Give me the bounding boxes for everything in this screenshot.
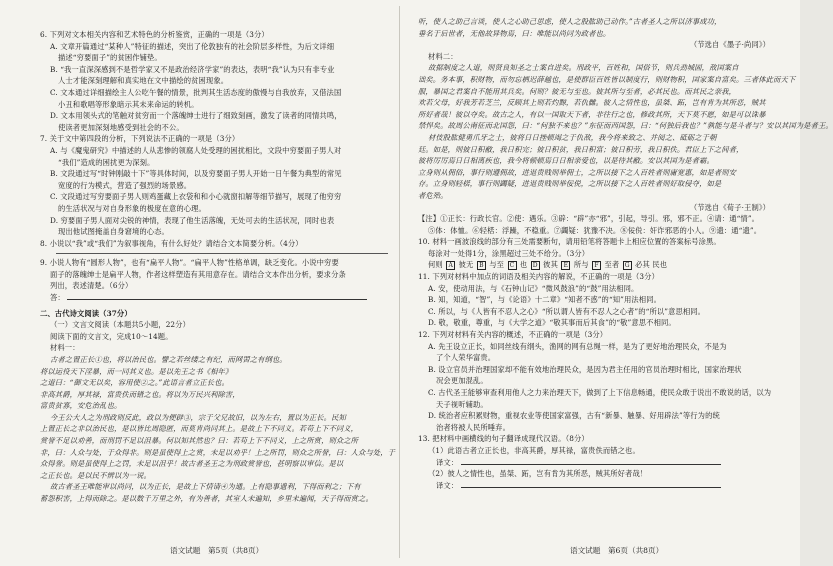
answer-label: 答： <box>50 292 65 302</box>
option-b: B. 设立官员并治理国家却不能有效地治理民众，是因为君主任用的官员治理时相比，国家治理状 <box>428 364 742 374</box>
question-stem: 7. 关于文中第四段的分析，下列说法不正确的一项是（3分） <box>40 134 240 144</box>
answer-blank[interactable] <box>67 292 367 300</box>
material-1-continued <box>418 16 770 39</box>
material-2-paragraph-2 <box>418 132 770 202</box>
passage-line: 服，暴国之君案自不能用其兵矣。何则？彼无与至也。彼其所与至者，必其民也。而其民之亲我， <box>418 86 737 96</box>
option-a: A. 与《魔鬼研究》中描述的人从悲惨的领腐人处受理的困扰相比，文段中穷要面子男人对 <box>50 145 342 155</box>
translation-blank-1[interactable] <box>461 457 721 465</box>
question-stem: 13. 把材料中画横线的句子翻译成现代汉语。（8分） <box>418 434 589 444</box>
translation-blank-2[interactable] <box>461 480 721 488</box>
passage-line: 诎矣。务本事，积财物，而勿忘栖迟薛越也，是使群臣百姓皆以制度行，则财物积，国家案自富矣。三者体此而天下 <box>418 74 796 84</box>
material-1-label: 材料一： <box>50 343 80 353</box>
option-b: B. 知，知道，“智”，与《论语》十二章》“知者不惑”的“知”用法相同。 <box>428 295 661 305</box>
answer-line[interactable] <box>56 253 388 254</box>
passage-line: 非高其爵，厚其禄，富贵佚而错之也。将以为万民兴利除害， <box>40 389 240 399</box>
answer-row <box>40 292 388 304</box>
passage-line: 听，使人之助己言谈，使人之心助己思虑，使人之股肱助己动作。”古者圣人之所以济事成功， <box>418 17 722 26</box>
break-choice-a[interactable]: A <box>446 261 455 270</box>
passage-line: 故古者圣王唯能审以尚同，以为正长，是故上下情请④为通。上有隐事遗利，下得而利之；下有 <box>50 482 361 492</box>
segment-text: 民也 <box>652 260 668 270</box>
source-citation-2: （节选自《荀子·王制》） <box>689 202 770 212</box>
translation-label: 译文： <box>436 480 459 490</box>
annotation-notes <box>418 213 770 236</box>
passage-line: 者危殆。 <box>418 190 448 200</box>
question-9 <box>40 257 388 303</box>
question-10 <box>418 236 770 271</box>
break-choice-b[interactable]: B <box>477 261 486 270</box>
option-c: C. 所以，与《人皆有不忍人之心》“所以谓人皆有不忍人之心者”的“所以”意思相同。 <box>428 306 706 316</box>
passage-line: 故据制度之人道，则贤良知圣之士案自进矣。刑政平，百姓和，国俗节，则兵劲城固，敌国案自 <box>428 63 739 73</box>
option-b-cont: 况会更加混乱。 <box>436 376 488 386</box>
question-6 <box>40 29 388 133</box>
note-line: ⑤体：体恤。⑥轻楛：浮躁，不稳重。⑦蠲疑：犹豫不决。⑧佞侻：奸诈邪恶的小人。⑨遗：通“遗”。 <box>428 225 762 235</box>
passage-line: 上置正长之非以治民也，是以皆比周隐匿，而莫肯尚同其上。是故上下不同义。若苟上下不同义， <box>40 424 359 434</box>
material-2-paragraph-1 <box>418 62 833 132</box>
page-6 <box>400 0 833 566</box>
material-1-paragraph-3 <box>40 481 388 504</box>
question-stem: 9. 小说人物有“圆形人物”，也有“扁平人物”。“扁平人物”性格单调，缺乏变化。小说中穷要 <box>40 258 339 268</box>
option-d-cont: 现出他试图掩盖自身窘境的心态。 <box>58 227 169 237</box>
option-c: C. 古代圣王能够审查利用他人之力来治理天下，做到了上下信息畅通，使民众敢于说出不敢说的话，以为 <box>428 388 772 397</box>
option-c-cont: 的生活状况与对自身形象的极度在意的心理。 <box>58 203 206 213</box>
page-footer: 语文试题 第5页（共8页） <box>170 546 264 555</box>
break-choice-e[interactable]: E <box>561 261 570 270</box>
material-1-paragraph-2 <box>40 412 396 482</box>
question-stem: 8. 小说以“我”或“我们”为叙事视角，有什么好处？请结合文本简要分析。（4分） <box>40 238 303 248</box>
source-citation-1: （节选自《墨子·尚同》） <box>689 40 770 50</box>
option-d: D. 统治者应积累财物，重视农业等使国家富强，古有“新暴、触暴、好用辟法”等行为的统 <box>428 411 720 421</box>
option-a: A. 文章开篇通过“某种人”特征的描述，突出了伦敦独有的社会阶层多样性，为后文详细 <box>50 41 335 51</box>
option-c-cont: 小丑和歌唱等形象暗示其未来命运的转机。 <box>58 99 199 109</box>
break-choice-g[interactable]: G <box>623 261 632 270</box>
translation-row-1 <box>418 457 770 469</box>
segment-text: 至者 <box>604 260 620 270</box>
segment-text: 何则 <box>428 260 443 270</box>
sentence-1: （1）此语古者立正长也，非高其爵，厚其禄，富贵佚而错之也。 <box>428 445 640 455</box>
passage-line: 廷。如是，则彼日积敝，我日积完；彼日积贫，我日积富；彼日积劳，我日积佚。君臣上下之间者， <box>418 144 744 154</box>
translation-label: 译文： <box>436 457 459 467</box>
passage-line: 存。立身则轻楛，事行则蠲疑，进退贵贱则举佞侻，之所以接下之人百姓者则好取侵夺，如是 <box>418 179 722 189</box>
option-d: D. 文本用领头式的笔触对贫穷而一个落魄绅士进行了细致刻画，激发了读者的同情共鸣， <box>50 111 342 121</box>
passage-line: 所好者哉！彼以夺矣。故古之人，有以一国取天下者，非往行之也，修政其所，天下莫不愿，如是可以诛暴 <box>418 109 766 119</box>
option-a-cont: “我们”造成的困扰更为深刻。 <box>58 157 155 167</box>
question-11 <box>418 271 770 329</box>
note-line: 【注】①正长：行政长官。②使：遇乐。③辟：“辟”亦“邪”，引起，导引。邪，邪不正。④请：通“情”。 <box>418 214 760 224</box>
material-2-label: 材料二： <box>428 51 458 61</box>
passage-line: 材伎股肱健勇爪牙之士，彼将日日挫顿竭之于仇敌，我今将来致之、并阅之、砥砺之于朝 <box>428 132 717 142</box>
passage-line: 立身则从佣俗，事行则遵佣故，进退贵贱则举佣士，之所以接下之人百姓者则庸宽惠，如是者则安 <box>418 167 737 177</box>
segment-text: 必其 <box>635 260 650 270</box>
segment-text: 与至 <box>489 260 505 270</box>
page-5 <box>0 0 400 566</box>
question-7 <box>40 133 388 237</box>
segment-text: 所与 <box>573 260 589 270</box>
passage-line: 欢若父母，好我芳若芝兰，反顾其上则若灼黥，若仇雠。彼人之情性也，虽桀、跖，岂有肯为其所恶，贼其 <box>418 98 766 108</box>
break-choice-d[interactable]: D <box>531 261 540 270</box>
option-d-cont: 使读者更加深刻地感受到社会的不公。 <box>58 122 184 132</box>
question-stem-cont: 每涂对一处得1分，涂黑超过三处不给分。（3分） <box>428 248 590 258</box>
option-d: D. 穷要面子男人面对尖锐的神情，表现了他生活落魄，无处可去的生活状况，同时也表 <box>50 215 335 225</box>
passage-line: 众得誉。则是虽使得上之罚，未足以沮乎！故古者圣王之为刑政赏誉也，甚明察以审信。是以 <box>40 459 344 469</box>
question-stem: 11. 下列对材料中加点的词语及相关内容的解说，不正确的一项是（3分） <box>418 272 659 282</box>
passage-line: 之正长也。是以民不辨以为一说。 <box>40 470 151 480</box>
translation-row-2 <box>418 480 770 492</box>
question-stem-cont: 列出，表述清楚。（6分） <box>50 281 133 291</box>
option-a-cont: 了个人荣华富贵。 <box>436 353 496 363</box>
option-a: A. 安，使动用法，与《石钟山记》“微风鼓浪”的“鼓”用法相同。 <box>428 283 639 293</box>
question-12 <box>418 329 770 433</box>
passage-line: 禁悍矣。故周公南征而北国怨，曰：“何独不来也？”东征而西国怨，曰：“何独后我也？”孰能与是斗者与？安以其国为是者王。 <box>418 121 833 131</box>
passage-line: 非，曰：人众与处，于众得非。则是虽使得上之赏，未足以劝乎！上之所罚，则众之所誉，曰：人众与处，于 <box>40 447 396 457</box>
option-b: B. “我一直深深感到不是哲学家又不是政治经济学家”的表达，表明“我”认为只有非专业 <box>50 64 335 74</box>
option-b: B. 文段通过写“时钟刚敲十下”等具体时间，以及穷要面子男人开始一日午餐为典型的常见 <box>50 169 342 179</box>
option-c: C. 文段通过写穷要面子男人则鸡蛋藏上衣袋和和小心就窗扣解等细节描写，展现了他穷穷 <box>50 192 342 202</box>
passage-line: 赏誉不足以劝善，而刑罚不足以沮暴。何以知其然也？曰：若苟上下不同义，上之所赏，则众之所 <box>40 436 359 446</box>
option-d: D. 敬，敬重，尊重，与《大学之道》“敬其事而后其食”的“敬”意思不相同。 <box>428 318 676 328</box>
option-a-cont: 描述“穷要面子”的贫困作铺垫。 <box>58 53 162 63</box>
segment-text: 彼其 <box>543 260 558 270</box>
passage-line: 蓄怨积害，上得而除之。是以数千万里之外，有为善者，其室人未遍知，乡里未遍闻，天子得而赏之。 <box>40 494 373 504</box>
passage-line: 古者之置正长①也，将以治民也。譬之若丝缕之有纪，而网罟之有纲也。 <box>50 354 287 364</box>
option-b-cont: 人士才能深刻理解和真实地在文中描绘的贫困现象。 <box>58 76 229 86</box>
passage-line: 将以运役天下淫暴，而一同其义也。是以先王之书《相年》 <box>40 366 233 376</box>
sentence-2: （2）彼人之情性也，虽桀、跖，岂有肯为其所恶，贼其所好者哉！ <box>428 469 648 479</box>
segment-text: 彼无 <box>458 260 474 270</box>
passage-line: 富贵贫寡，安危治乱也。 <box>40 401 122 411</box>
break-choice-f[interactable]: F <box>592 261 601 270</box>
section-title: 二、古代诗文阅读（37分） <box>40 308 132 318</box>
question-stem-cont: 面子的落魄绅士是扁平人物，作者这样塑造有其用意存在。请结合文本作出分析，要求分条 <box>50 269 346 279</box>
passage-line: 今王公大人之为刑政则反此，政以为便辟③，宗于父兄故旧，以为左右，置以为正长。民知 <box>50 412 346 422</box>
passage-line: 彼将厉厉焉日日相离疾也，我今将顿顿焉日日相亲爱也，以是待其敝。安以其国为是者霸。 <box>418 156 714 166</box>
segmentation-row <box>418 259 770 271</box>
question-stem: 6. 下列对文本相关内容和艺术特色的分析鉴赏，正确的一项是（3分） <box>40 30 269 39</box>
question-stem: 12. 下列对材料有关内容的概述，不正确的一项是（3分） <box>418 330 608 340</box>
material-1-paragraph-1 <box>40 354 388 412</box>
option-b-cont: 宽度的行为模式，营造了强烈的场景感。 <box>58 180 192 190</box>
option-d-cont: 治者将被人民所唾弃。 <box>436 422 510 432</box>
question-13 <box>418 433 770 491</box>
segment-text: 也 <box>519 260 528 270</box>
option-a: A. 先王设立正长，如同丝线有纲头，渔网的网有总绳一样，是为了更好地治理民众，不是为 <box>428 341 727 351</box>
question-8 <box>40 238 388 254</box>
subsection-title: （一）文言文阅读（本题共5小题，22分） <box>50 320 190 330</box>
passage-line: 之道曰：“御文无以矣，容用使②之。”此语言者立正长也。 <box>40 378 229 388</box>
option-c-cont: 天子视听辅助。 <box>436 399 488 409</box>
page-footer: 语文试题 第6页（共8页） <box>570 546 664 555</box>
break-choice-c[interactable]: C <box>508 261 517 270</box>
question-stem: 10. 材料一画波浪线的部分有三处需要断句，请用铅笔将答题卡上相应位置的答案标号涂黑。 <box>418 237 721 247</box>
passage-line: 垂名于后世者，无他故异物焉，曰：唯能以尚同为政者也。 <box>418 28 611 38</box>
option-c: C. 文本通过详细描绘主人公吃午餐的情景，批判其生活态度的傲慢与自我放弃，又借法国 <box>50 87 342 97</box>
reading-instruction: 阅读下面的文言文，完成10～14题。 <box>50 331 173 341</box>
